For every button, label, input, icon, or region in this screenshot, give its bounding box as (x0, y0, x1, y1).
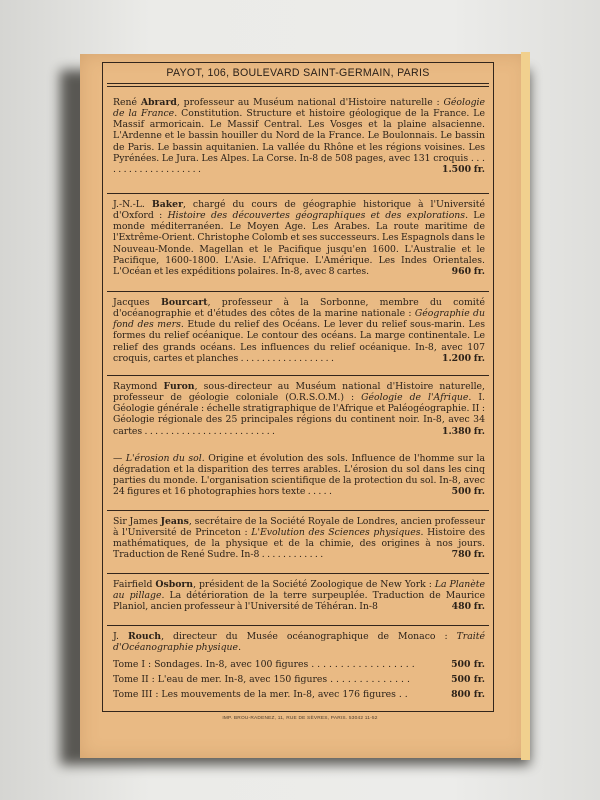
catalog-entry-osborn: Fairfield Osborn, président de la Société Zoologique de New York : La Planète au pillage. La détérioration de la terre surpeuplée. Traduction de Maurice Planiol, ancien professeur à l'Université de Téhéran. In-8 480 fr. (113, 579, 485, 613)
catalog-entry-erosion: — L'érosion du sol. Origine et évolution des sols. Influence de l'homme sur la dégradation et la disparition des terres arables. L'érosion du sol dans les cinq parties du monde. L'organisation scientifique de la protection du sol. In-8, avec 24 figures et 16 photographies hors texte . . . . . 500 fr. (113, 453, 485, 498)
catalog-entry-bourcart: Jacques Bourcart, professeur à la Sorbonne, membre du comité d'océanographie et d'études des côtes de la marine nationale : Géographie du fond des mers. Etude du relief des Océans. Le lever du relief sous-marin. Les formes du relief océanique. Le contour des océans. La marge continentale. Le relief des grands océans. Les influences du relief océanique. In-8, avec 107 croquis, cartes et planches . . . . . . . . . . . . . . . . . . 1.200 fr. (113, 297, 485, 364)
price: 960 fr. (451, 265, 485, 277)
price: 780 fr. (451, 549, 485, 561)
divider (107, 625, 489, 626)
catalog-frame (102, 62, 494, 712)
catalog-entry-jeans: Sir James Jeans, secrétaire de la Société Royale de Londres, ancien professeur à l'Université de Princeton : L'Evolution des Sciences physiques. Histoire des mathématiques, de la physique et de la chimie, des origines à nos jours. Traduction de René Sudre. In-8 . . . . . . . . . . . . 780 fr. (113, 516, 486, 561)
printer-imprint: IMP. BROU-RADENEZ, 11, RUE DE SÈVRES, PARIS. 53042 11-52 (222, 716, 378, 721)
catalog-entry-furon: Raymond Furon, sous-directeur au Muséum national d'Histoire naturelle, professeur de géologie coloniale (O.R.S.O.M.) : Géologie de l'Afrique. I. Géologie générale : échelle stratigraphique de l'Afrique et Paléogéographie. II : Géologie régionale des 25 principales régions du continent noir. In-8, avec 34 cartes . . . . . . . . . . . . . . . . . . . . . . . . . 1.380 fr. (113, 381, 485, 437)
divider (107, 375, 489, 376)
price: 500 fr. (451, 486, 485, 498)
divider (107, 193, 489, 194)
publisher-header: PAYOT, 106, BOULEVARD SAINT-GERMAIN, PARIS (166, 67, 430, 79)
divider (107, 291, 489, 292)
tome-line: Tome I : Sondages. In-8, avec 100 figures . . . . . . . . . . . . . . . . . . 500 fr. (113, 659, 485, 670)
catalog-entry-baker: J.-N.-L. Baker, chargé du cours de géographie historique à l'Université d'Oxford : Histoire des découvertes géographiques et des explorations. Le monde méditerranéen. Le Moyen Age. Les Arabes. La route maritime de l'Extrême-Orient. Christophe Colomb et ses successeurs. Les Espagnols dans le Nouveau-Monde. Magellan et le Pacifique jusqu'en 1600. L'Australie et le Pacifique, 1600-1800. L'Asie. L'Afrique. L'Amérique. Les Indes Orientales. L'Océan et les expéditions polaires. In-8, avec 8 cartes. 960 fr. (113, 199, 485, 277)
tome-line: Tome III : Les mouvements de la mer. In-8, avec 176 figures . . 800 fr. (113, 689, 485, 700)
divider (107, 573, 489, 574)
book-spine-edge (521, 52, 530, 760)
price: 1.380 fr. (441, 425, 485, 437)
catalog-entry-abrard: René Abrard, professeur au Muséum national d'Histoire naturelle : Géologie de la France. Constitution. Structure et histoire géologique de la France. Le Massif armoricain. Le Massif Central. Les Vosges et la plaine alsacienne. L'Ardenne et le bassin houiller du Nord de la France. Le Boulonnais. Le bassin de Paris. Le bassin aquitanien. La vallée du Rhône et les régions voisines. Les Pyrénées. Le Jura. Les Alpes. La Corse. In-8 de 508 pages, avec 131 croquis . . . . . . . . . . . . . . . . . . . . 1.500 fr. (113, 97, 486, 175)
divider (107, 510, 489, 511)
price: 1.200 fr. (441, 352, 485, 364)
catalog-entry-rouch: J. Rouch, directeur du Musée océanographique de Monaco : Traité d'Océanographie physique. (113, 631, 485, 654)
header-rule (107, 83, 489, 84)
price: 1.500 fr. (441, 163, 485, 175)
header-rule-double (107, 86, 489, 87)
tome-line: Tome II : L'eau de mer. In-8, avec 150 figures . . . . . . . . . . . . . . 500 fr. (113, 674, 485, 685)
price: 480 fr. (451, 601, 485, 613)
